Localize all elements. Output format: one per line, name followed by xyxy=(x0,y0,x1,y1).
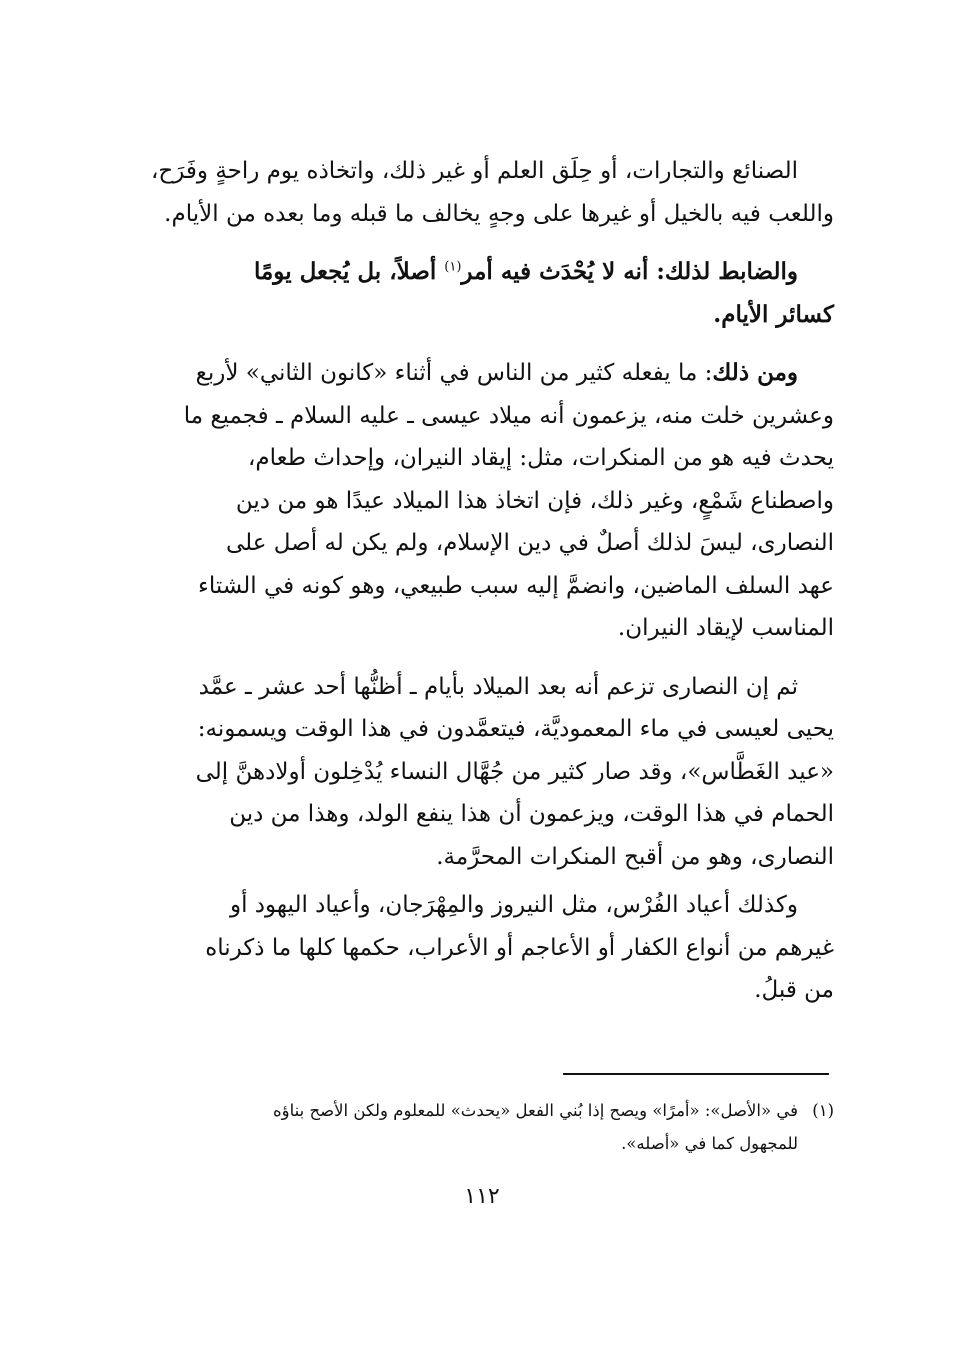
text-line: وكذلك أعياد الفُرْس، مثل النيروز والمِهْرَجان، وأعياد اليهود أو xyxy=(229,892,798,918)
text-line: النصارى، وهو من أقبح المنكرات المحرَّمة. xyxy=(436,843,834,870)
text-segment: : أنه لا يُحْدَث فيه أمر xyxy=(461,258,665,285)
text-line: وعشرين خلت منه، يزعمون أنه ميلاد عيسى ـ عليه السلام ـ فجميع ما xyxy=(183,402,834,429)
text-line: المناسب لإيقاد النيران. xyxy=(617,615,834,641)
text-line: واللعب فيه بالخيل أو غيرها على وجهٍ يخالف ما قبله وما بعده من الأيام. xyxy=(164,200,834,227)
text-line: كسائر الأيام. xyxy=(713,300,834,328)
paragraph-5 xyxy=(138,884,834,1012)
footnote-reference: (١) xyxy=(444,259,462,275)
text-line: غيرهم من أنواع الكفار أو الأعاجم أو الأعراب، حكمها كلها ما ذكرناه xyxy=(205,934,834,961)
paragraph-1 xyxy=(138,150,834,235)
text-line: الحمام في هذا الوقت، ويزعمون أن هذا ينفع الولد، وهذا من دين xyxy=(229,801,834,827)
footnote-line: في «الأصل»: «أمرًا» ويصح إذا بُني الفعل «يحدث» للمعلوم ولكن الأصح بناؤه xyxy=(272,1101,798,1120)
footnote-line: للمجهول كما في «أصله». xyxy=(621,1134,798,1153)
text-line: الصنائع والتجارات، أو حِلَق العلم أو غير ذلك، واتخاذه يوم راحةٍ وفَرَح، xyxy=(150,158,798,184)
footnote-number: (١) xyxy=(812,1101,834,1120)
text-line: يحدث فيه هو من المنكرات، مثل: إيقاد النيران، وإحداث طعام، xyxy=(247,445,834,471)
text-line: النصارى، ليسَ لذلك أصلٌ في دين الإسلام، ولم يكن له أصل على xyxy=(225,530,834,556)
bold-lead: ومن ذلك xyxy=(712,359,798,386)
footnote xyxy=(138,1094,834,1160)
text-line: واصطناع شَمْعٍ، وغير ذلك، فإن اتخاذ هذا الميلاد عيدًا هو من دين xyxy=(235,487,834,514)
bold-lead: والضابط لذلك xyxy=(664,258,798,285)
paragraph-2 xyxy=(138,251,834,336)
text-line: من قبلُ. xyxy=(754,977,834,1003)
footnote-separator xyxy=(563,1073,829,1075)
text-line: يحيى لعيسى في ماء المعموديَّة، فيتعمَّدون في هذا الوقت ويسمونه: xyxy=(197,716,834,742)
paragraph-3 xyxy=(138,352,834,650)
text-segment: : ما يفعله كثير من الناس في أثناء «كانون الثاني» لأربع xyxy=(195,360,713,386)
text-line: عهد السلف الماضين، وانضمَّ إليه سبب طبيعي، وهو كونه في الشتاء xyxy=(198,572,834,599)
text-line: «عيد الغَطَّاس»، وقد صار كثير من جُهَّال النساء يُدْخِلون أولادهنَّ إلى xyxy=(195,758,834,785)
text-segment: أصلاً، بل يُجعل يومًا xyxy=(253,258,445,285)
page-number: ١١٢ xyxy=(464,1184,500,1209)
text-line: ثم إن النصارى تزعم أنه بعد الميلاد بأيام ـ أظنُّها أحد عشر ـ عمَّد xyxy=(198,673,798,700)
paragraph-4 xyxy=(138,666,834,879)
main-text xyxy=(138,150,834,1012)
